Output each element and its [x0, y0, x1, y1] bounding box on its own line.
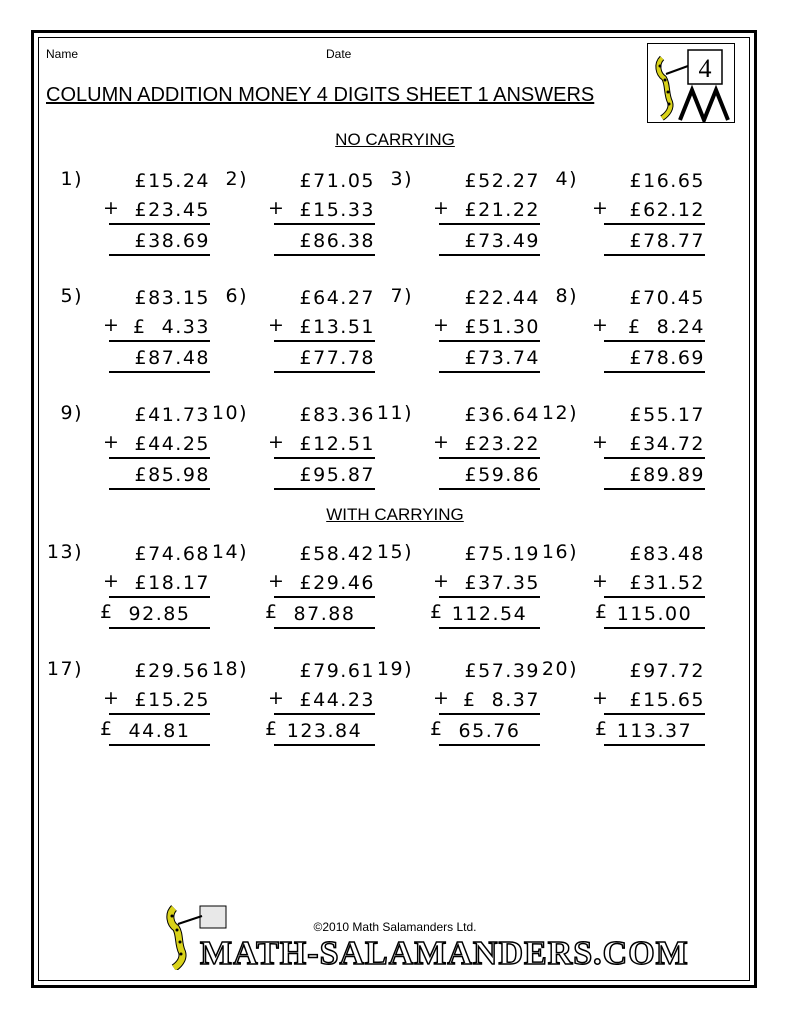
addend-2: £37.35	[439, 570, 540, 598]
answer: £77.78	[274, 345, 375, 373]
problem-8	[540, 285, 705, 380]
answer: 113.37	[604, 718, 705, 746]
problem-number: 5)	[60, 285, 83, 307]
problem-14	[210, 541, 375, 636]
addend-2: £23.22	[439, 431, 540, 459]
addend-2: £ 8.24	[604, 314, 705, 342]
addend-1: £57.39	[464, 660, 540, 682]
problem-2	[210, 168, 375, 263]
addend-1: £83.36	[299, 404, 375, 426]
problem-number: 14)	[211, 541, 248, 563]
plus-sign: +	[433, 687, 451, 709]
problem-number: 19)	[376, 658, 413, 680]
answer: £38.69	[109, 228, 210, 256]
problem-4	[540, 168, 705, 263]
problem-number: 3)	[390, 168, 413, 190]
answer: 92.85	[109, 601, 210, 629]
problem-number: 1)	[60, 168, 83, 190]
addend-2: £44.25	[109, 431, 210, 459]
answer: £95.87	[274, 462, 375, 490]
plus-sign: +	[592, 687, 610, 709]
answer-pound-sign: £	[595, 718, 609, 740]
addend-2: £15.25	[109, 687, 210, 715]
addend-1: £58.42	[299, 543, 375, 565]
addend-1: £83.48	[629, 543, 705, 565]
addend-2: £12.51	[274, 431, 375, 459]
answer: £59.86	[439, 462, 540, 490]
answer: £87.48	[109, 345, 210, 373]
answer: £73.74	[439, 345, 540, 373]
answer: £89.89	[604, 462, 705, 490]
addend-1: £75.19	[464, 543, 540, 565]
plus-sign: +	[433, 570, 451, 592]
problem-number: 2)	[225, 168, 248, 190]
problem-number: 12)	[541, 402, 578, 424]
addend-1: £16.65	[629, 170, 705, 192]
brand-wordmark: MATH-SALAMANDERS.COM	[200, 935, 689, 972]
answer-pound-sign: £	[265, 601, 279, 623]
answer: 112.54	[439, 601, 540, 629]
section-no-carrying: NO CARRYING	[335, 130, 455, 149]
problem-number: 17)	[46, 658, 83, 680]
problem-number: 8)	[555, 285, 578, 307]
plus-sign: +	[103, 431, 121, 453]
name-label: Name	[46, 47, 79, 61]
problem-number: 16)	[541, 541, 578, 563]
plus-sign: +	[433, 431, 451, 453]
problem-20	[540, 658, 705, 753]
plus-sign: +	[433, 314, 451, 336]
plus-sign: +	[592, 314, 610, 336]
answer-pound-sign: £	[100, 601, 114, 623]
plus-sign: +	[592, 197, 610, 219]
plus-sign: +	[103, 570, 121, 592]
addend-1: £83.15	[134, 287, 210, 309]
addend-2: £18.17	[109, 570, 210, 598]
answer-pound-sign: £	[595, 601, 609, 623]
plus-sign: +	[433, 197, 451, 219]
answer: £85.98	[109, 462, 210, 490]
answer: 65.76	[439, 718, 540, 746]
addend-2: £29.46	[274, 570, 375, 598]
plus-sign: +	[268, 314, 286, 336]
addend-1: £55.17	[629, 404, 705, 426]
addend-1: £64.27	[299, 287, 375, 309]
page-title: COLUMN ADDITION MONEY 4 DIGITS SHEET 1 ANSWERS	[46, 84, 595, 106]
problem-17	[45, 658, 210, 753]
problem-13	[45, 541, 210, 636]
answer-pound-sign: £	[100, 718, 114, 740]
problem-9	[45, 402, 210, 497]
problem-5	[45, 285, 210, 380]
problem-number: 7)	[390, 285, 413, 307]
problem-number: 4)	[555, 168, 578, 190]
problem-number: 6)	[225, 285, 248, 307]
addend-1: £70.45	[629, 287, 705, 309]
addend-1: £15.24	[134, 170, 210, 192]
problem-12	[540, 402, 705, 497]
logo-number: 4	[698, 54, 712, 83]
problem-10	[210, 402, 375, 497]
problem-number: 9)	[60, 402, 83, 424]
addend-1: £41.73	[134, 404, 210, 426]
plus-sign: +	[103, 314, 121, 336]
addend-1: £22.44	[464, 287, 540, 309]
plus-sign: +	[268, 570, 286, 592]
problem-number: 15)	[376, 541, 413, 563]
addend-1: £36.64	[464, 404, 540, 426]
addend-2: £44.23	[274, 687, 375, 715]
answer: 115.00	[604, 601, 705, 629]
problem-3	[375, 168, 540, 263]
answer: £78.77	[604, 228, 705, 256]
answer: £78.69	[604, 345, 705, 373]
plus-sign: +	[592, 570, 610, 592]
addend-2: £ 8.37	[439, 687, 540, 715]
addend-2: £51.30	[439, 314, 540, 342]
answer-pound-sign: £	[265, 718, 279, 740]
plus-sign: +	[103, 197, 121, 219]
addend-1: £52.27	[464, 170, 540, 192]
addend-1: £71.05	[299, 170, 375, 192]
answer: 123.84	[274, 718, 375, 746]
copyright-text: ©2010 Math Salamanders Ltd.	[313, 920, 477, 934]
answer: 87.88	[274, 601, 375, 629]
problem-18	[210, 658, 375, 753]
answer-pound-sign: £	[430, 718, 444, 740]
salamander-icon	[648, 44, 734, 122]
addend-2: £23.45	[109, 197, 210, 225]
problem-number: 11)	[376, 402, 413, 424]
date-label: Date	[326, 47, 352, 61]
addend-2: £34.72	[604, 431, 705, 459]
addend-2: £21.22	[439, 197, 540, 225]
plus-sign: +	[268, 431, 286, 453]
addend-2: £15.65	[604, 687, 705, 715]
problem-number: 18)	[211, 658, 248, 680]
problem-1	[45, 168, 210, 263]
problem-15	[375, 541, 540, 636]
problem-number: 20)	[541, 658, 578, 680]
addend-1: £79.61	[299, 660, 375, 682]
plus-sign: +	[103, 687, 121, 709]
answer: 44.81	[109, 718, 210, 746]
plus-sign: +	[268, 197, 286, 219]
addend-2: £ 4.33	[109, 314, 210, 342]
addend-1: £29.56	[134, 660, 210, 682]
answer: £86.38	[274, 228, 375, 256]
addend-1: £74.68	[134, 543, 210, 565]
addend-2: £15.33	[274, 197, 375, 225]
problem-19	[375, 658, 540, 753]
problem-6	[210, 285, 375, 380]
problem-11	[375, 402, 540, 497]
section-with-carrying: WITH CARRYING	[326, 505, 464, 524]
addend-2: £62.12	[604, 197, 705, 225]
plus-sign: +	[268, 687, 286, 709]
header-logo	[647, 43, 735, 123]
plus-sign: +	[592, 431, 610, 453]
problem-7	[375, 285, 540, 380]
problem-16	[540, 541, 705, 636]
addend-2: £13.51	[274, 314, 375, 342]
addend-1: £97.72	[629, 660, 705, 682]
answer: £73.49	[439, 228, 540, 256]
answer-pound-sign: £	[430, 601, 444, 623]
problem-number: 10)	[211, 402, 248, 424]
problem-number: 13)	[46, 541, 83, 563]
addend-2: £31.52	[604, 570, 705, 598]
